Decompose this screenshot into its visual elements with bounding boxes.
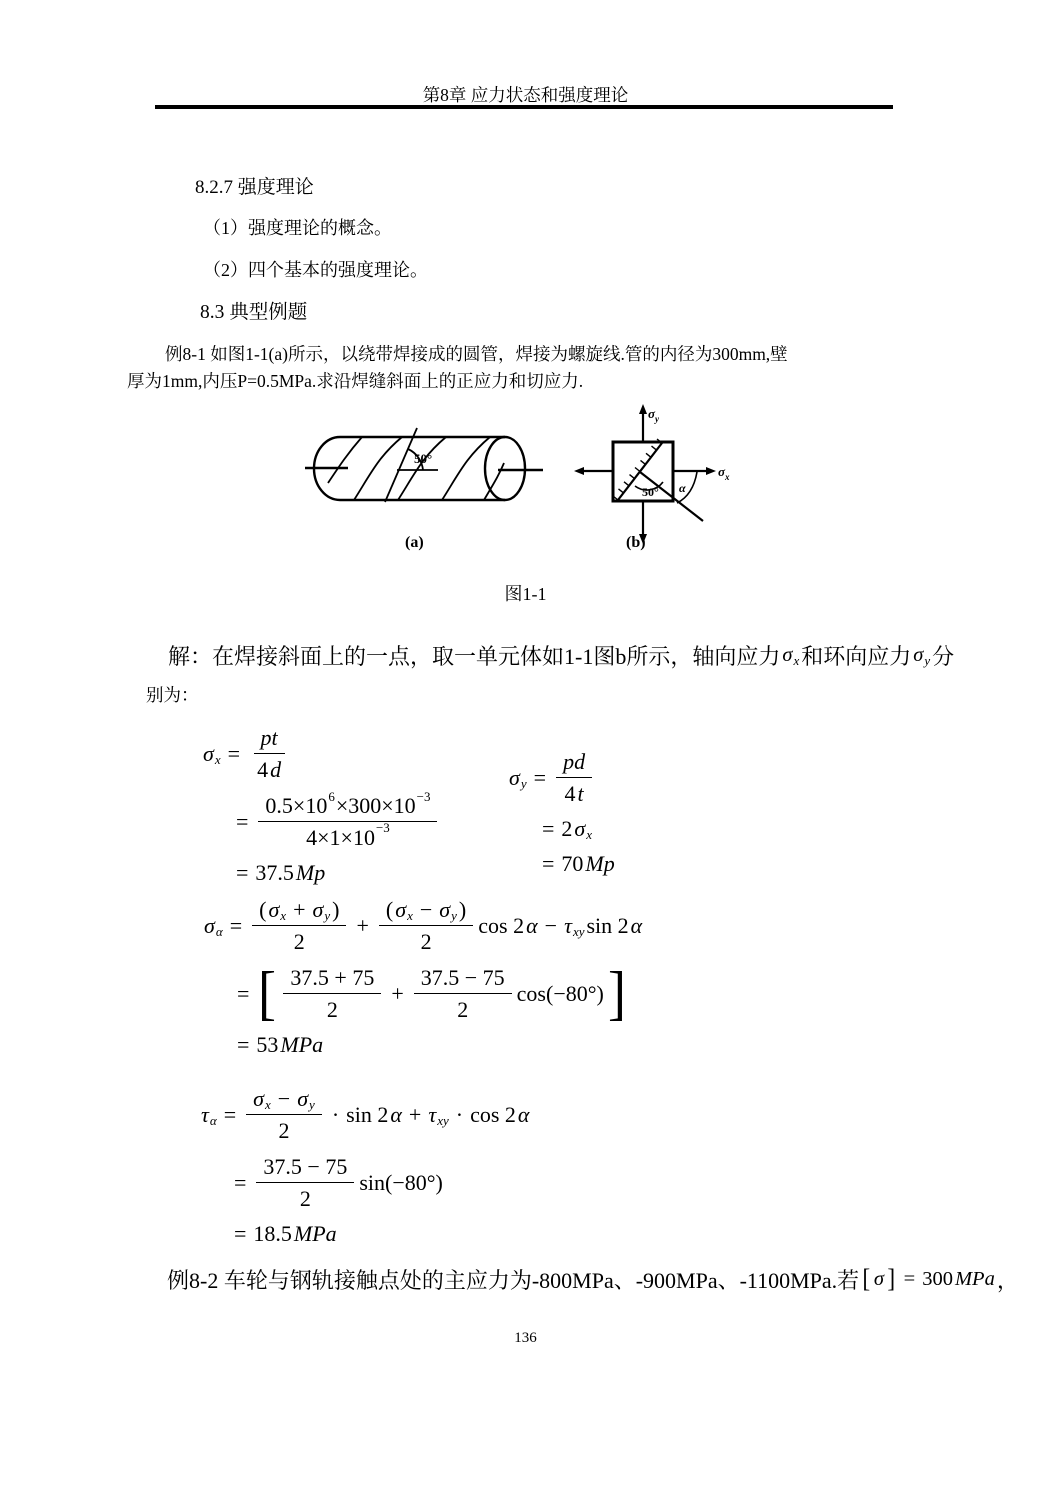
list-item-1: （1）强度理论的概念。 — [203, 218, 392, 238]
cylinder-figure — [298, 405, 568, 570]
angle-label-b: 50° — [642, 485, 659, 499]
example-8-1-line-2: 厚为1mm,内压P=0.5MPa.求沿焊缝斜面上的正应力和切应力. — [127, 371, 584, 391]
angle-label-a: 50° — [414, 451, 433, 466]
formula-line: τ $_\alpha$ = σ $_x$ − σ $_y$ 2 · sin 2 α + τ $_{xy}$ · cos 2 α — [201, 1086, 530, 1143]
formula-line: = 18.5 MPa — [234, 1221, 337, 1246]
weld-plane-line — [618, 443, 703, 521]
formula-sigma-y — [508, 748, 616, 886]
formula-line: = 2 σ $_x$ — [542, 816, 593, 842]
formula-line: σ $_x$ = pt 4 d — [202, 724, 441, 783]
solution-line-2: 别为： — [146, 685, 199, 705]
stress-arrows — [582, 412, 708, 536]
header-divider — [155, 105, 893, 109]
cylinder-outline — [305, 437, 543, 500]
arrow-heads — [574, 404, 716, 544]
formula-line: = $\frac{37.5 - 75}{2}$ sin(−80°) — [234, 1154, 443, 1211]
formula-tau-alpha — [200, 1085, 530, 1256]
section-heading-83: 8.3 典型例题 — [200, 302, 308, 323]
formula-line: = 53 MPa — [237, 1032, 324, 1057]
formula-line: = [ $\frac{37.5 + 75}{2}$ + $\frac{37.5 - 75}{2}$ cos(−80°) ] — [237, 960, 626, 1026]
alpha-label: α — [679, 481, 686, 495]
formula-line: σ $_y$ = pd 4 t — [508, 748, 616, 807]
figure-label-b: (b) — [626, 534, 646, 551]
formula-line: = 70 Mp — [542, 851, 615, 876]
formula-sigma-x — [202, 724, 441, 895]
example-8-2-line: 例8-2 车轮与钢轨接触点处的主应力为-800MPa、-900MPa、-1100MPa.若 [ σ ] = 300 MPa ， — [167, 1264, 1019, 1294]
weld-helix-lines — [328, 437, 504, 500]
list-item-2: （2）四个基本的强度理论。 — [203, 260, 428, 280]
figure-caption: 图1-1 — [504, 584, 547, 604]
sigma-x-label: $\sigma_x$ — [718, 464, 730, 482]
formula-line: σ $_\alpha$ = ( σ $_x$ + σ $_y$ ) 2 + ( σ $_x$ − σ $_y$ ) 2 cos 2 α − τ $_{xy}$ sin 2 α — [204, 897, 643, 954]
example-8-1-line-1: 例8-1 如图1-1(a)所示，以绕带焊接成的圆管，焊接为螺旋线.管的内径为300mm,壁 — [165, 344, 788, 364]
figure-label-a: (a) — [405, 534, 424, 551]
section-heading-827: 8.2.7 强度理论 — [195, 177, 314, 198]
page-number: 136 — [514, 1330, 537, 1346]
stress-element-figure — [560, 398, 760, 573]
sigma-y-label: $\sigma_y$ — [648, 406, 660, 424]
formula-sigma-alpha — [203, 896, 643, 1067]
formula-line: = 37.5 Mp — [236, 860, 326, 885]
formula-line: = 0.5×10 $^6$ ×300×10 $^{-3}$ 4×1×10 $^{-3}$ — [230, 792, 441, 851]
solution-line-1: 解：在焊接斜面上的一点，取一单元体如1-1图b所示，轴向应力 σ $_x$ 和环向应力 σ $_y$ 分 — [168, 644, 955, 669]
chapter-header: 第8章 应力状态和强度理论 — [422, 85, 629, 105]
